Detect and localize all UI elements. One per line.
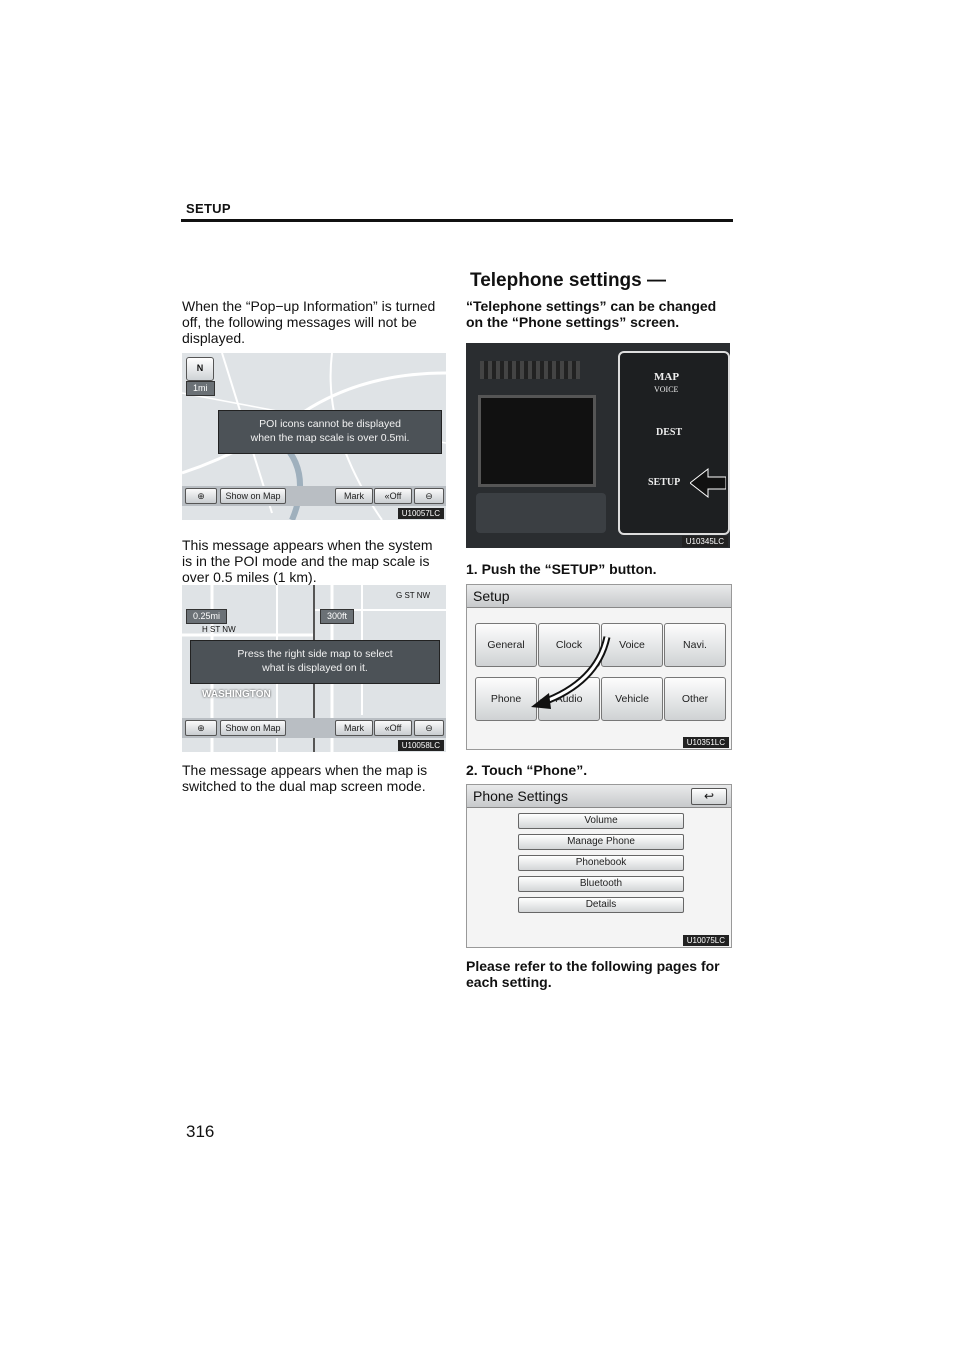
dual-map-message-box	[190, 640, 440, 684]
outro-paragraph: Please refer to the following pages for each setting.	[466, 958, 720, 990]
dual-map-figure	[182, 585, 446, 752]
air-vent	[480, 361, 580, 379]
section-label: SETUP	[186, 201, 231, 216]
general-button[interactable]: General	[475, 623, 537, 667]
navi-button[interactable]: Navi.	[664, 623, 726, 667]
message-line: when the map scale is over 0.5mi.	[250, 432, 410, 444]
map-button[interactable]: MAP	[654, 371, 680, 383]
map-toolbar	[182, 486, 446, 506]
map-scale-left: 0.25mi	[186, 609, 227, 624]
map-scale: 1mi	[186, 381, 215, 396]
poi-message-box	[218, 410, 442, 454]
back-icon[interactable]: ↩	[691, 788, 727, 805]
vehicle-button[interactable]: Vehicle	[601, 677, 663, 721]
audio-panel	[476, 493, 606, 533]
show-on-map-button[interactable]: Show on Map	[220, 488, 286, 504]
setup-button[interactable]: SETUP	[648, 477, 681, 488]
zoom-out-icon[interactable]: ⊖	[414, 488, 444, 504]
dashboard-photo	[466, 343, 730, 548]
street-label: H ST NW	[202, 625, 236, 634]
setup-screen	[466, 584, 732, 750]
phone-settings-intro: “Telephone settings” can be changed on the “Phone settings” screen.	[466, 298, 717, 330]
voice-button[interactable]: VOICE	[654, 385, 679, 394]
mark-button[interactable]: Mark	[335, 720, 373, 736]
dual-map-paragraph: The message appears when the map is switched to the dual map screen mode.	[182, 762, 428, 794]
other-button[interactable]: Other	[664, 677, 726, 721]
volume-button[interactable]: Volume	[518, 813, 684, 829]
setup-title: Setup	[467, 585, 731, 608]
dest-button[interactable]: DEST	[656, 427, 683, 438]
section-title: Telephone settings —	[470, 270, 667, 291]
figure-code: U10058LC	[398, 740, 444, 751]
figure-code: U10057LC	[398, 508, 444, 519]
message-line: what is displayed on it.	[262, 662, 368, 674]
off-button-label: Off	[389, 491, 402, 501]
display-screen	[478, 395, 596, 487]
zoom-in-icon[interactable]: ⊕	[185, 720, 217, 736]
show-on-map-button[interactable]: Show on Map	[220, 720, 286, 736]
map-figure-poi	[182, 353, 446, 520]
zoom-out-icon[interactable]: ⊖	[414, 720, 444, 736]
compass-icon[interactable]: N	[186, 357, 214, 381]
details-button[interactable]: Details	[518, 897, 684, 913]
phone-settings-title: Phone Settings	[467, 785, 731, 808]
phone-button[interactable]: Phone	[475, 677, 537, 721]
step-2: 2. Touch “Phone”.	[466, 762, 588, 778]
map-toolbar	[182, 718, 446, 738]
message-line: Press the right side map to select	[237, 648, 393, 660]
bluetooth-button[interactable]: Bluetooth	[518, 876, 684, 892]
zoom-in-icon[interactable]: ⊕	[185, 488, 217, 504]
intro-paragraph: When the “Pop−up Information” is turned off, the following messages will not be displayed.	[182, 298, 436, 346]
phonebook-button[interactable]: Phonebook	[518, 855, 684, 871]
figure-code: U10345LC	[682, 536, 728, 547]
curved-arrow-icon	[527, 633, 617, 713]
step-1: 1. Push the “SETUP” button.	[466, 561, 657, 577]
street-label: G ST NW	[396, 591, 431, 600]
off-button[interactable]: «Off	[374, 488, 412, 504]
clock-button[interactable]: Clock	[538, 623, 600, 667]
map-scale-right: 300ft	[320, 609, 354, 624]
page-number: 316	[186, 1122, 215, 1141]
city-label: WASHINGTON	[202, 689, 271, 700]
mark-button[interactable]: Mark	[335, 488, 373, 504]
figure-code: U10351LC	[683, 737, 729, 748]
figure-code: U10075LC	[683, 935, 729, 946]
header-rule	[181, 219, 733, 222]
off-button-label: Off	[389, 723, 402, 733]
off-button[interactable]: «Off	[374, 720, 412, 736]
button-panel-closeup	[618, 351, 730, 535]
arrow-left-icon	[690, 465, 726, 501]
audio-button[interactable]: Audio	[538, 677, 600, 721]
phone-settings-screen	[466, 784, 732, 948]
voice-button[interactable]: Voice	[601, 623, 663, 667]
manage-phone-button[interactable]: Manage Phone	[518, 834, 684, 850]
poi-mode-paragraph: This message appears when the system is in the POI mode and the map scale is over 0.5 miles (1 km).	[182, 537, 433, 585]
message-line: POI icons cannot be displayed	[259, 418, 401, 430]
